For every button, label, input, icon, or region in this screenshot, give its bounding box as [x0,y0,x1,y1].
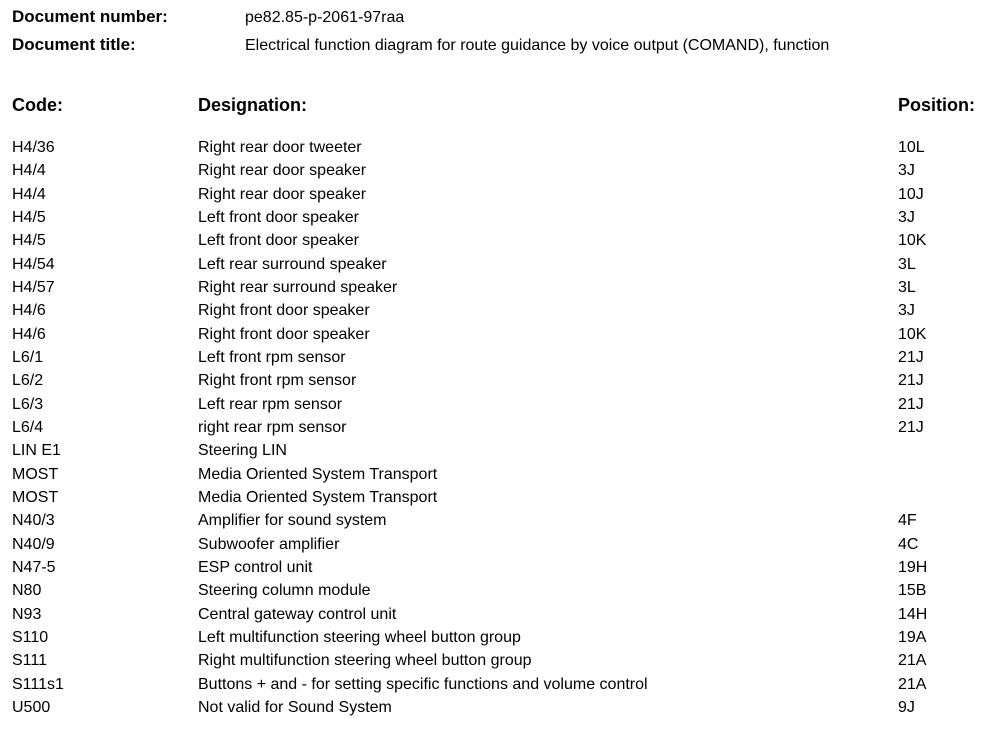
table-row [0,509,1000,532]
table-row [0,673,1000,696]
table-row [0,136,1000,159]
table-row [0,369,1000,392]
row-code: L6/3 [12,395,44,413]
row-position: 3J [898,302,915,320]
column-header-designation: Designation: [198,95,308,115]
row-position: 10J [898,185,924,203]
document-number-value: pe82.85-p-2061-97raa [245,9,405,26]
row-designation: Media Oriented System Transport [198,488,438,506]
row-designation: Media Oriented System Transport [198,465,438,483]
row-designation: Right rear door tweeter [198,139,362,156]
row-code: L6/2 [12,372,44,390]
table-row [0,183,1000,206]
row-position: 3J [898,208,915,226]
row-designation: Right multifunction steering wheel button group [198,652,532,670]
row-code: U500 [12,698,51,716]
row-code: L6/4 [12,418,44,436]
row-code: S111 [12,652,47,670]
row-code: H4/5 [12,208,46,226]
table-row [0,486,1000,509]
row-code: MOST [12,488,59,506]
row-designation: Right rear surround speaker [198,278,398,296]
table-row [0,556,1000,579]
row-designation: Right front door speaker [198,325,370,343]
table-row [0,603,1000,626]
document-title-label: Document title: [12,35,136,54]
row-code: H4/6 [12,302,46,320]
row-position: 9J [898,698,915,716]
row-position: 10K [898,325,927,343]
column-header-position: Position: [898,95,975,115]
table-row [0,626,1000,649]
row-designation: Buttons + and - for setting specific functions and volume control [198,675,648,693]
row-designation: Amplifier for sound system [198,512,387,530]
row-position: 19H [898,558,928,576]
table-row [0,416,1000,439]
row-code: N40/9 [12,535,55,553]
row-code: H4/54 [12,255,55,273]
row-code: LIN E1 [12,442,61,460]
table-row [0,253,1000,276]
row-position: 21J [898,418,924,436]
row-designation: Steering column module [198,582,371,600]
row-position: 4F [898,512,917,530]
table-row [0,439,1000,462]
table-row [0,346,1000,369]
table-row [0,696,1000,719]
column-header-code: Code: [12,95,63,115]
row-designation: Subwoofer amplifier [198,535,340,553]
row-code: N47-5 [12,558,56,576]
row-code: N40/3 [12,512,55,530]
table-row [0,159,1000,182]
row-designation: Right rear door speaker [198,162,367,180]
row-designation: Left front door speaker [198,208,359,226]
row-position: 21A [898,675,927,693]
row-code: S110 [12,628,49,646]
table-row [0,323,1000,346]
row-position: 21J [898,372,924,390]
row-position: 14H [898,605,928,623]
row-designation: right rear rpm sensor [198,418,347,436]
row-designation: Right front rpm sensor [198,372,357,390]
row-position: 3L [898,255,916,273]
table-row [0,393,1000,416]
row-position: 3L [898,278,916,296]
row-position: 15B [898,582,927,600]
row-position: 21A [898,652,927,670]
table-row [0,299,1000,322]
row-designation: ESP control unit [198,558,313,576]
row-designation: Right front door speaker [198,302,370,320]
row-code: L6/1 [12,348,44,366]
row-code: H4/5 [12,232,46,250]
row-designation: Left rear surround speaker [198,255,387,273]
row-designation: Left rear rpm sensor [198,395,343,413]
row-designation: Right rear door speaker [198,185,367,203]
row-designation: Left front rpm sensor [198,348,346,366]
row-designation: Central gateway control unit [198,605,397,623]
row-code: H4/4 [12,162,46,180]
row-position: 21J [898,395,924,413]
row-designation: Left front door speaker [198,232,359,250]
table-row [0,229,1000,252]
row-code: H4/57 [12,278,55,296]
row-code: H4/6 [12,325,46,343]
row-position: 19A [898,628,927,646]
table-row [0,206,1000,229]
row-code: H4/4 [12,185,46,203]
row-position: 4C [898,535,919,553]
row-position: 10L [898,139,925,156]
table-row [0,579,1000,602]
document-number-label: Document number: [12,7,168,26]
row-code: N93 [12,605,42,623]
row-designation: Steering LIN [198,442,287,460]
row-position: 3J [898,162,915,180]
row-code: MOST [12,465,59,483]
table-row [0,649,1000,672]
row-code: H4/36 [12,139,55,156]
row-code: S111s1 [12,675,64,693]
row-position: 10K [898,232,927,250]
row-designation: Not valid for Sound System [198,698,392,716]
table-row [0,276,1000,299]
table-row [0,533,1000,556]
row-designation: Left multifunction steering wheel button group [198,628,521,646]
table-row [0,463,1000,486]
row-code: N80 [12,582,42,600]
document-title-value: Electrical function diagram for route guidance by voice output (COMAND), function [245,37,830,54]
row-position: 21J [898,348,924,366]
